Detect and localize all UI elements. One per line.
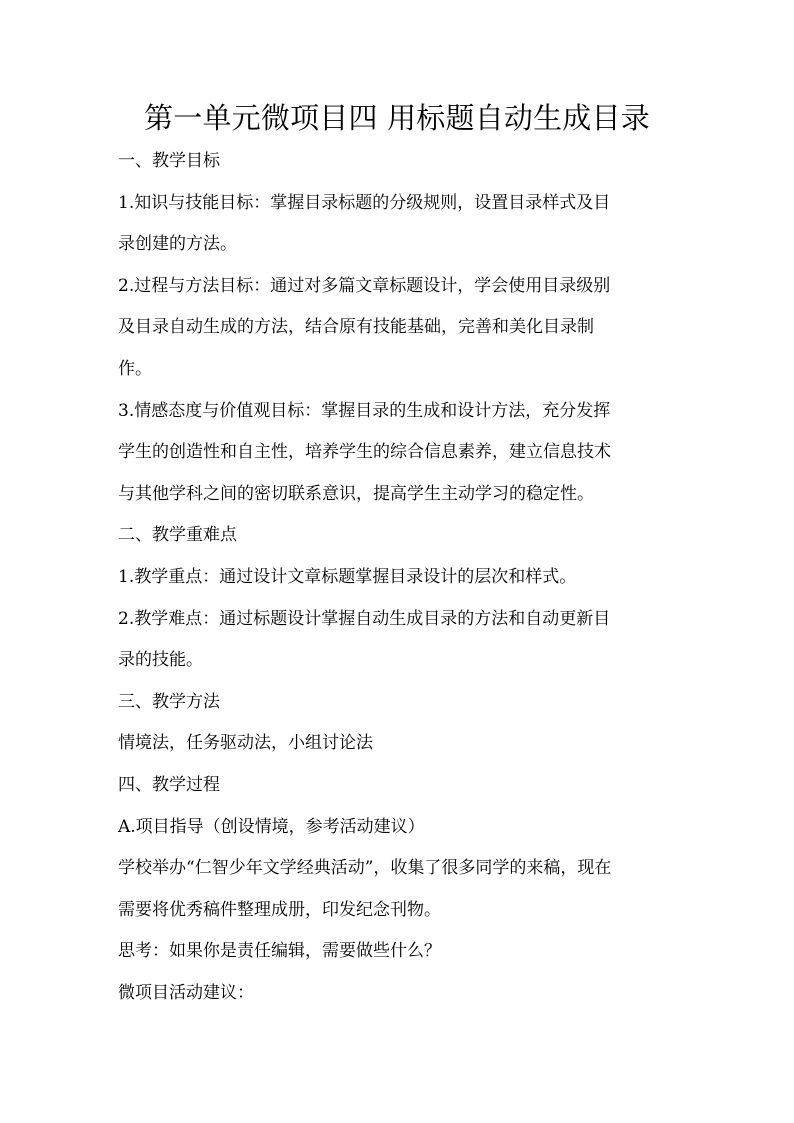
paragraph-line: 与其他学科之间的密切联系意识，提高学生主动学习的稳定性。 xyxy=(118,483,594,504)
paragraph-line: 需要将优秀稿件整理成册，印发纪念刊物。 xyxy=(118,899,441,920)
section-heading-key-points: 二、教学重难点 xyxy=(118,525,237,546)
paragraph-line: 1.教学重点：通过设计文章标题掌握目录设计的层次和样式。 xyxy=(118,566,577,587)
section-heading-methods: 三、教学方法 xyxy=(118,691,220,712)
paragraph-line: 微项目活动建议： xyxy=(118,982,254,1003)
paragraph-line: 及目录自动生成的方法，结合原有技能基础，完善和美化目录制 xyxy=(118,317,594,338)
paragraph-line: 1.知识与技能目标：掌握目录标题的分级规则，设置目录样式及目 xyxy=(118,192,611,213)
paragraph-line: 2.过程与方法目标：通过对多篇文章标题设计，学会使用目录级别 xyxy=(118,275,611,296)
paragraph-line: 录的技能。 xyxy=(118,650,203,671)
paragraph-line: 2.教学难点：通过标题设计掌握自动生成目录的方法和自动更新目 xyxy=(118,608,611,629)
paragraph-line: 录创建的方法。 xyxy=(118,234,237,255)
section-heading-objectives: 一、教学目标 xyxy=(118,151,220,171)
paragraph-line: 3.情感态度与价值观目标：掌握目录的生成和设计方法，充分发挥 xyxy=(118,400,611,421)
paragraph-line: 学校举办“仁智少年文学经典活动”，收集了很多同学的来稿，现在 xyxy=(118,858,612,879)
paragraph-line: 思考：如果你是责任编辑，需要做些什么？ xyxy=(118,941,441,962)
paragraph-line: 情境法，任务驱动法，小组讨论法 xyxy=(118,733,373,754)
paragraph-line: 学生的创造性和自主性，培养学生的综合信息素养，建立信息技术 xyxy=(118,442,611,463)
document-title: 第一单元微项目四 用标题自动生成目录 xyxy=(144,101,650,135)
paragraph-line: A.项目指导（创设情境，参考活动建议） xyxy=(118,816,425,837)
section-heading-process: 四、教学过程 xyxy=(118,774,220,795)
document-body xyxy=(118,141,688,1014)
paragraph-line: 作。 xyxy=(118,358,152,379)
